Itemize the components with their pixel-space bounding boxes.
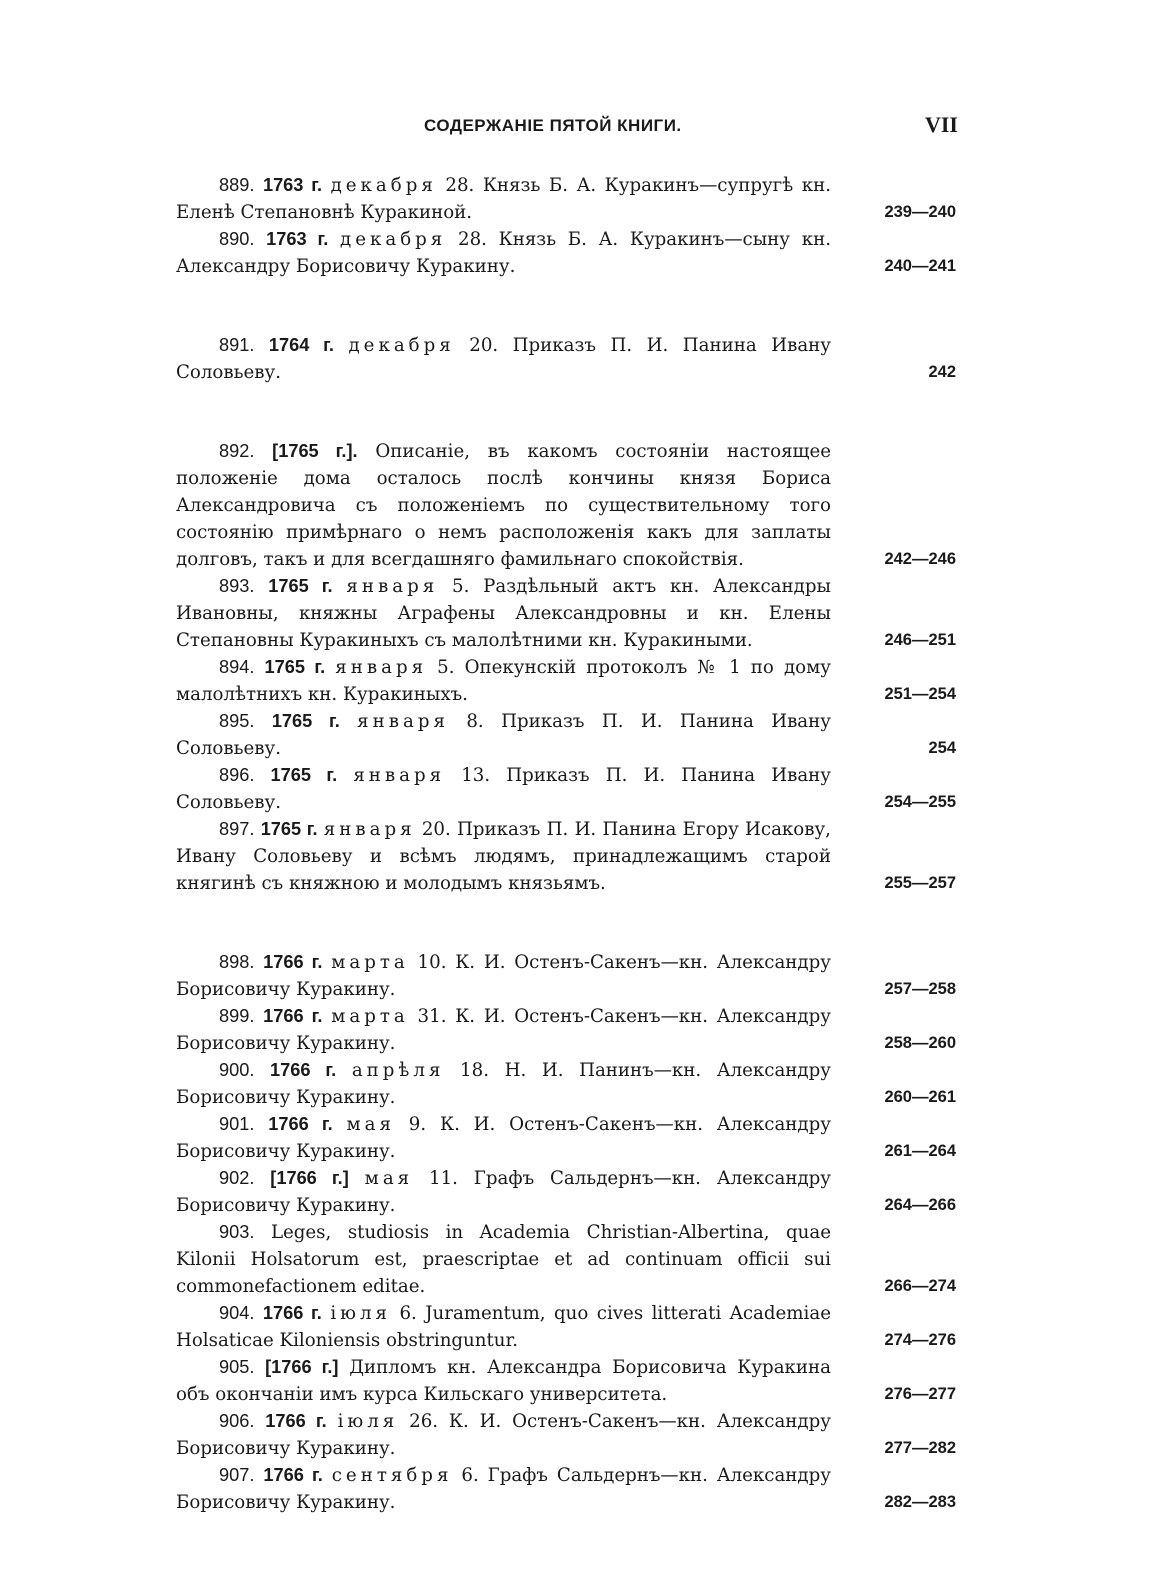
entry-number: 907. <box>219 1465 255 1485</box>
contents-entry-897 <box>176 816 956 897</box>
entry-month: декабря <box>330 175 437 196</box>
entry-year: [1766 г.] <box>270 1168 349 1188</box>
entry-year: 1765 г. <box>268 576 333 596</box>
entry-text: 18. Н. И. Панинъ—кн. Александру Борисовичу Куракину. <box>176 1060 831 1108</box>
contents-entry-890 <box>176 226 956 280</box>
entry-number: 904. <box>219 1303 255 1323</box>
section-gap <box>176 897 966 949</box>
section-gap <box>176 280 966 332</box>
entry-month: апрѣля <box>351 1060 445 1081</box>
entry-month: мая <box>364 1168 414 1189</box>
entry-text: 13. Приказъ П. И. Панина Ивану Соловьеву. <box>176 765 831 813</box>
entry-text: 20. Приказъ П. И. Панина Ивану Соловьеву. <box>176 335 831 383</box>
entry-text: 5. Раздѣльный актъ кн. Александры Ивановны, княжны Аграфены Александровны и кн. Елены Степановны Куракиныхъ съ малолѣтними кн. Куракиными. <box>176 576 831 651</box>
contents-entry-905 <box>176 1354 956 1408</box>
entry-pages: 254 <box>928 739 956 757</box>
entry-text: 20. Приказъ П. И. Панина Егору Исакову, Ивану Соловьеву и всѣмъ людямъ, принадлежащимъ старой княгинѣ съ княжною и молодымъ князьямъ. <box>176 819 831 894</box>
entry-pages: 260—261 <box>884 1088 956 1106</box>
contents-entry-903 <box>176 1219 956 1300</box>
entry-text: 26. К. И. Остенъ-Сакенъ—кн. Александру Борисовичу Куракину. <box>176 1411 831 1459</box>
entry-text: 31. К. И. Остенъ-Сакенъ—кн. Александру Борисовичу Куракину. <box>176 1006 831 1054</box>
entry-number: 895. <box>219 711 255 731</box>
entry-pages: 254—255 <box>884 793 956 811</box>
entry-pages: 257—258 <box>884 980 956 998</box>
entry-pages: 264—266 <box>884 1196 956 1214</box>
entry-year: 1764 г. <box>268 335 334 355</box>
entry-text: 28. Князь Б. А. Куракинъ—супругѣ кн. Еленѣ Степановнѣ Куракиной. <box>176 175 831 223</box>
entry-pages: 239—240 <box>884 203 956 221</box>
entry-pages: 240—241 <box>884 257 956 275</box>
entry-month: января <box>323 819 416 840</box>
entry-number: 891. <box>219 335 255 355</box>
entry-year: 1765 г. <box>264 657 326 677</box>
entry-pages: 266—274 <box>884 1277 956 1295</box>
contents-entry-894 <box>176 654 956 708</box>
entry-pages: 255—257 <box>884 874 956 892</box>
entry-month: мая <box>346 1114 395 1135</box>
entry-number: 897. <box>219 819 255 839</box>
entry-pages: 258—260 <box>884 1034 956 1052</box>
entry-year: 1763 г. <box>266 229 329 249</box>
contents-entry-892 <box>176 438 956 573</box>
contents-entry-906 <box>176 1408 956 1462</box>
entry-month: января <box>357 711 449 732</box>
entry-month: января <box>353 765 446 786</box>
entry-number: 898. <box>219 952 255 972</box>
entry-text: Описаніе, въ какомъ состояніи настоящее положеніе дома осталось послѣ кончины князя Бориса Александровича съ положеніемъ по существительному того состоянію примѣрнаго о немъ расположенія какъ для заплаты долговъ, такъ и для всегдашняго фамильнаго спокойствія. <box>176 441 831 570</box>
entry-number: 906. <box>219 1411 255 1431</box>
entry-number: 894. <box>219 657 255 677</box>
contents-entry-893 <box>176 573 956 654</box>
entry-year: [1766 г.] <box>265 1357 339 1377</box>
entry-pages: 251—254 <box>884 685 956 703</box>
entry-number: 896. <box>219 765 255 785</box>
entry-month: іюля <box>330 1303 391 1324</box>
entry-text: Leges, studiosis in Academia Christian-Albertina, quae Kilonii Holsatorum est, praescriptae et ad continuam officii sui commonefactionem editae. <box>176 1222 831 1297</box>
entry-year: 1766 г. <box>268 1114 333 1134</box>
contents-list <box>176 172 966 1516</box>
entry-text: 10. К. И. Остенъ-Сакенъ—кн. Александру Борисовичу Куракину. <box>176 952 831 1000</box>
contents-entry-899 <box>176 1003 956 1057</box>
entry-pages: 242—246 <box>884 550 956 568</box>
contents-entry-896 <box>176 762 956 816</box>
entry-year: 1766 г. <box>262 1303 322 1323</box>
entry-pages: 282—283 <box>884 1493 956 1511</box>
entry-pages: 274—276 <box>884 1331 956 1349</box>
entry-text: 8. Приказъ П. И. Панина Ивану Соловьеву. <box>176 711 831 759</box>
entry-text: 9. К. И. Остенъ-Сакенъ—кн. Александру Борисовичу Куракину. <box>176 1114 831 1162</box>
entry-month: марта <box>331 952 409 973</box>
entry-number: 900. <box>219 1060 255 1080</box>
entry-month: іюля <box>337 1411 399 1432</box>
entry-year: 1765 г. <box>260 819 318 839</box>
contents-entry-902 <box>176 1165 956 1219</box>
entry-number: 889. <box>219 175 255 195</box>
entry-text: 28. Князь Б. А. Куракинъ—сыну кн. Александру Борисовичу Куракину. <box>176 229 831 277</box>
entry-text: 11. Графъ Сальдернъ—кн. Александру Борисовичу Куракину. <box>176 1168 831 1216</box>
entry-number: 892. <box>219 441 255 461</box>
entry-year: 1766 г. <box>263 1465 323 1485</box>
entry-month: сентября <box>331 1465 453 1486</box>
entry-month: декабря <box>348 335 455 356</box>
entry-year: 1766 г. <box>263 952 323 972</box>
entry-number: 893. <box>219 576 255 596</box>
contents-entry-900 <box>176 1057 956 1111</box>
entry-number: 899. <box>219 1006 255 1026</box>
entry-year: 1765 г. <box>270 765 338 785</box>
contents-entry-901 <box>176 1111 956 1165</box>
entry-pages: 246—251 <box>884 631 956 649</box>
contents-entry-907 <box>176 1462 956 1516</box>
entry-year: 1766 г. <box>270 1060 337 1080</box>
page-title: СОДЕРЖАНІЕ ПЯТОЙ КНИГИ. <box>424 116 682 135</box>
entry-pages: 242 <box>928 363 956 381</box>
entry-text: 6. Juramentum, quo cives litterati Academiae Holsaticae Kiloniensis obstringuntur. <box>176 1303 831 1351</box>
entry-year: 1763 г. <box>262 175 323 195</box>
entry-pages: 277—282 <box>884 1439 956 1457</box>
entry-text: 5. Опекунскій протоколъ № 1 по дому малолѣтнихъ кн. Куракиныхъ. <box>176 657 831 705</box>
entry-year: [1765 г.]. <box>272 441 358 461</box>
entry-number: 902. <box>219 1168 255 1188</box>
entry-number: 890. <box>219 229 255 249</box>
entry-month: января <box>335 657 428 678</box>
entry-pages: 276—277 <box>884 1385 956 1403</box>
contents-entry-891 <box>176 332 956 386</box>
page-number: VII <box>924 112 958 137</box>
section-gap <box>176 386 966 438</box>
contents-entry-904 <box>176 1300 956 1354</box>
entry-year: 1765 г. <box>271 711 340 731</box>
entry-text: Дипломъ кн. Александра Борисовича Куракина объ окончаніи имъ курса Кильскаго университета. <box>176 1357 831 1405</box>
entry-number: 901. <box>219 1114 255 1134</box>
page-header <box>176 112 966 142</box>
entry-month: декабря <box>340 229 447 250</box>
entry-number: 903. <box>219 1222 255 1242</box>
entry-year: 1766 г. <box>263 1006 323 1026</box>
entry-month: января <box>346 576 439 597</box>
entry-year: 1766 г. <box>265 1411 327 1431</box>
entry-text: 6. Графъ Сальдернъ—кн. Александру Борисовичу Куракину. <box>176 1465 831 1513</box>
entry-month: марта <box>331 1006 409 1027</box>
entry-number: 905. <box>219 1357 255 1377</box>
contents-entry-895 <box>176 708 956 762</box>
entry-pages: 261—264 <box>884 1142 956 1160</box>
contents-entry-898 <box>176 949 956 1003</box>
contents-entry-889 <box>176 172 956 226</box>
